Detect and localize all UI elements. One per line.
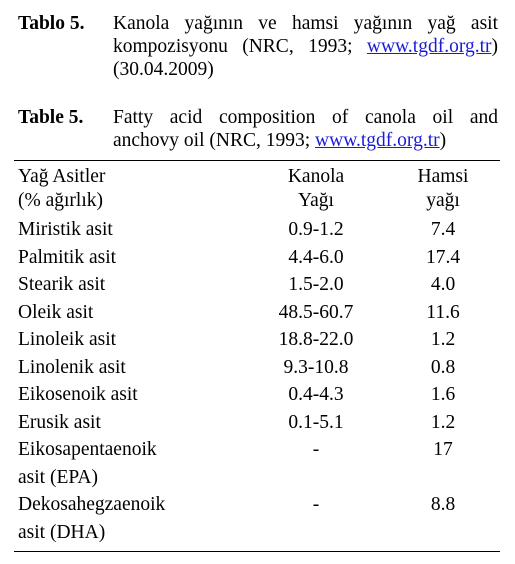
row-anchovy-value: 8.8 [430, 494, 456, 515]
row-canola-value: 0.9-1.2 [288, 219, 344, 240]
caption-english-text [113, 106, 498, 152]
row-canola-value: 18.8-22.0 [278, 329, 354, 350]
table-row [18, 409, 500, 437]
row-anchovy-value: 1.2 [430, 329, 456, 350]
row-name-line1: Dekosahegzaenoik [18, 494, 166, 515]
caption-english-label: Table 5. [18, 107, 84, 128]
row-name [18, 436, 246, 491]
header-canola-line1: Kanola [287, 166, 345, 187]
row-name: Eikosenoik asit [18, 384, 138, 405]
row-name-line2: asit (DHA) [18, 521, 106, 543]
caption-english-after: ) [439, 130, 447, 151]
table-row [18, 271, 500, 299]
row-name-line1: Eikosapentaenoik [18, 439, 157, 460]
table-row [18, 326, 500, 354]
fatty-acid-table [18, 165, 500, 546]
header-anchovy-line2: yağı [426, 190, 460, 211]
row-name [18, 491, 246, 546]
table-bottom-rule [14, 551, 500, 552]
row-canola-value: 0.4-4.3 [288, 384, 344, 405]
row-anchovy-value: 1.2 [430, 411, 456, 433]
table-row [18, 354, 500, 382]
row-anchovy-value: 17.4 [425, 246, 461, 268]
row-name: Linoleik asit [18, 329, 117, 350]
table-row [18, 381, 500, 409]
row-name: Miristik asit [18, 219, 113, 240]
header-fatty-acids-line2: (% ağırlık) [18, 190, 104, 211]
row-canola-value: - [312, 439, 320, 460]
caption-turkish-label: Tablo 5. [18, 13, 85, 34]
table-row [18, 436, 500, 491]
caption-turkish-link[interactable]: www.tgdf.org.tr [366, 36, 492, 57]
row-name: Oleik asit [18, 301, 94, 323]
table-row [18, 244, 500, 272]
row-canola-value: 1.5-2.0 [288, 274, 344, 295]
row-canola-value: 9.3-10.8 [283, 356, 349, 378]
row-anchovy-value: 0.8 [430, 356, 456, 378]
row-anchovy-value: 4.0 [430, 274, 456, 295]
caption-english-link[interactable]: www.tgdf.org.tr [315, 130, 440, 151]
row-anchovy-value: 17 [433, 439, 453, 460]
row-canola-value: 48.5-60.7 [278, 301, 354, 323]
row-name: Erusik asit [18, 411, 101, 433]
table-header-row [18, 165, 500, 216]
row-canola-value: 4.4-6.0 [288, 246, 344, 268]
row-anchovy-value: 1.6 [430, 384, 456, 405]
header-canola [246, 165, 386, 216]
table-row [18, 216, 500, 244]
table-top-rule [14, 160, 500, 161]
row-canola-value: 0.1-5.1 [288, 411, 344, 433]
row-name: Linolenik asit [18, 356, 126, 378]
caption-turkish-text [113, 12, 498, 81]
row-name: Palmitik asit [18, 246, 117, 268]
header-canola-line2: Yağı [298, 190, 334, 211]
row-name-line2: asit (EPA) [18, 466, 98, 488]
caption-turkish [18, 12, 498, 81]
row-anchovy-value: 11.6 [426, 301, 460, 323]
table-row [18, 491, 500, 546]
caption-english [18, 106, 498, 152]
header-anchovy [386, 165, 500, 216]
header-fatty-acids-line1: Yağ Asitler [18, 166, 106, 187]
row-name: Stearik asit [18, 274, 106, 295]
header-fatty-acids [18, 165, 246, 216]
header-anchovy-line1: Hamsi [417, 166, 469, 187]
caption-turkish-after: ) (30.04.2009) [113, 36, 498, 80]
row-canola-value: - [312, 494, 320, 515]
caption-english-body: Fatty acid composition of canola oil and anchovy oil (NRC, 1993; [113, 107, 498, 151]
table-row [18, 299, 500, 327]
caption-turkish-body: Kanola yağının ve hamsi yağının yağ asit kompozisyonu (NRC, 1993; [113, 13, 498, 57]
row-anchovy-value: 7.4 [430, 219, 456, 240]
